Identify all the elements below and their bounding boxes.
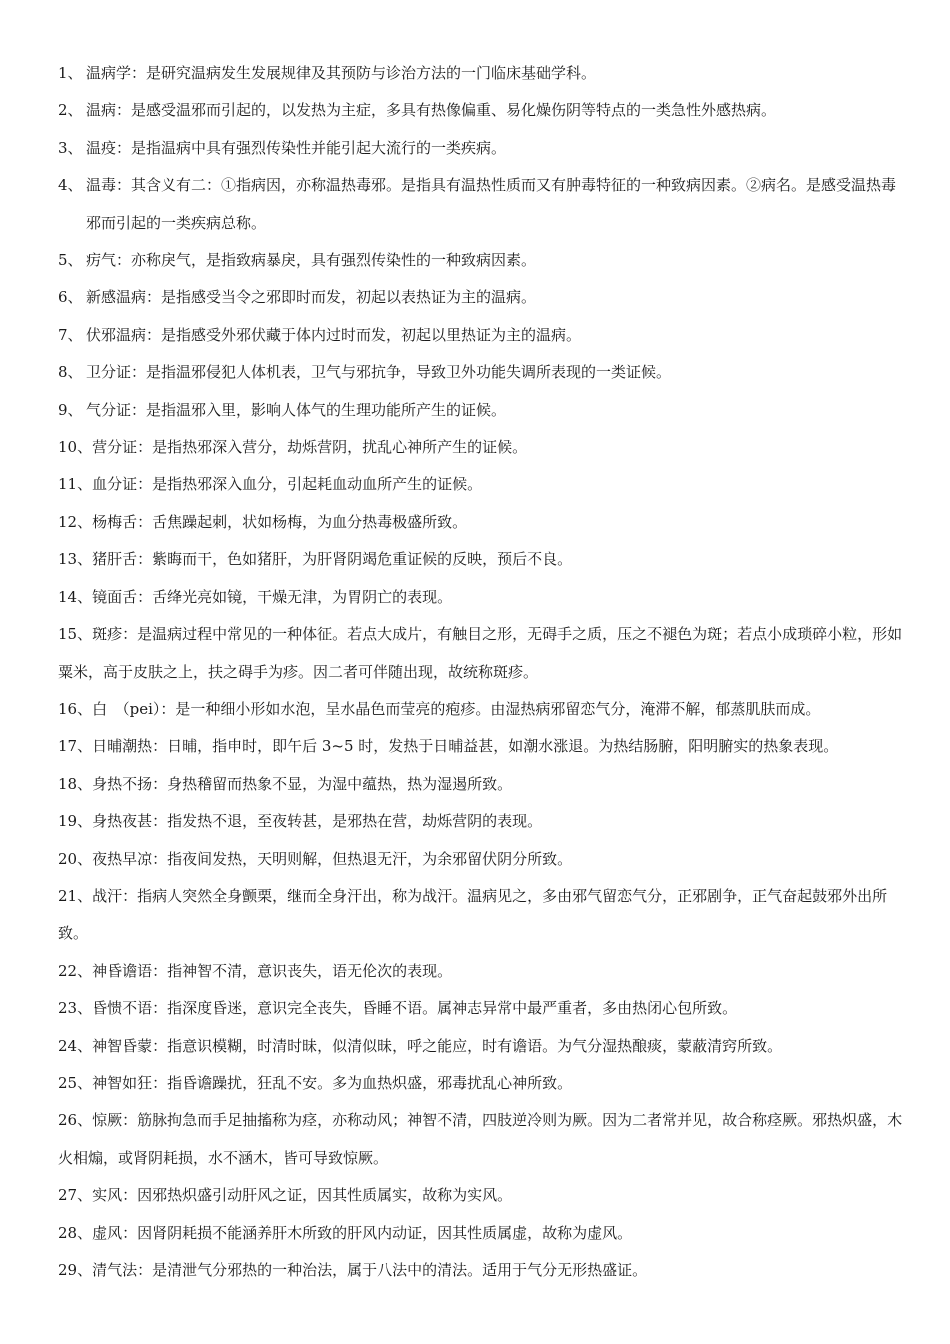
- entry-8: [58, 354, 908, 391]
- entry-text: 血分证：是指热邪深入血分，引起耗血动血所产生的证候。: [92, 475, 483, 494]
- entry-25: [58, 1065, 908, 1102]
- entry-number: 27、: [58, 1186, 93, 1205]
- entry-number: 23、: [58, 999, 93, 1018]
- entry-text: 卫分证：是指温邪侵犯人体机表，卫气与邪抗争，导致卫外功能失调所表现的一类证候。: [86, 363, 672, 382]
- entry-28: [58, 1215, 908, 1252]
- entry-text: 疠气：亦称戾气，是指致病暴戾，具有强烈传染性的一种致病因素。: [86, 251, 537, 270]
- entry-text: 气分证：是指温邪入里，影响人体气的生理功能所产生的证候。: [86, 400, 507, 419]
- entry-text: 营分证：是指热邪深入营分，劫烁营阴，扰乱心神所产生的证候。: [92, 438, 528, 457]
- entry-text: 镜面舌：舌绛光亮如镜，干燥无津，为胃阴亡的表现。: [92, 587, 453, 606]
- entry-20: [58, 841, 908, 878]
- entry-text: 温病：是感受温邪而引起的，以发热为主症，多具有热像偏重、易化燥伤阴等特点的一类急性外感热病。: [86, 101, 777, 120]
- entry-number: 13、: [58, 550, 93, 569]
- entry-text: 伏邪温病：是指感受外邪伏藏于体内过时而发，初起以里热证为主的温病。: [86, 325, 582, 344]
- entry-27: [58, 1177, 908, 1214]
- entry-number: 29、: [58, 1261, 93, 1279]
- entry-text: 杨梅舌：舌焦躁起刺，状如杨梅，为血分热毒极盛所致。: [92, 512, 468, 531]
- entry-18: [58, 766, 908, 803]
- entry-text: 新感温病：是指感受当令之邪即时而发，初起以表热证为主的温病。: [86, 288, 537, 307]
- entry-number: 16、: [58, 699, 93, 718]
- entry-number: 21、: [58, 886, 93, 905]
- entry-16: [58, 691, 908, 728]
- entry-number: 26、: [58, 1111, 93, 1130]
- entry-1: [58, 55, 908, 92]
- entry-number: 1、: [58, 64, 83, 82]
- entry-text: 身热夜甚：指发热不退，至夜转甚，是邪热在营，劫烁营阴的表现。: [92, 812, 543, 831]
- entry-12: [58, 504, 908, 541]
- entry-3: [58, 130, 908, 167]
- entry-text: 战汗：指病人突然全身颤栗，继而全身汗出，称为战汗。温病见之，多由邪气留恋气分，正邪剧争，正气奋起鼓邪外出所致。: [58, 886, 888, 943]
- entry-21: [58, 878, 908, 953]
- entry-number: 14、: [58, 587, 93, 606]
- entry-text: 神智昏蒙：指意识模糊，时清时昧，似清似昧，呼之能应，时有谵语。为气分湿热酿痰，蒙蔽清窍所致。: [92, 1036, 783, 1055]
- entry-2: [58, 92, 908, 129]
- entry-number: 7、: [58, 325, 83, 344]
- entry-text: 神昏谵语：指神智不清，意识丧失，语无伦次的表现。: [92, 961, 453, 980]
- entry-number: 3、: [58, 138, 83, 157]
- entry-19: [58, 803, 908, 840]
- entry-11: [58, 466, 908, 503]
- entry-number: 18、: [58, 774, 93, 793]
- entry-text: 猪肝舌：紫晦而干，色如猪肝，为肝肾阴竭危重证候的反映，预后不良。: [92, 550, 573, 569]
- entry-29: [58, 1252, 908, 1289]
- entry-number: 8、: [58, 363, 83, 382]
- entry-text: 日晡潮热：日晡，指申时，即午后 3~5 时，发热于日晡益甚，如潮水涨退。为热结肠腑，阳明腑实的热象表现。: [92, 737, 839, 756]
- entry-number: 6、: [58, 288, 83, 307]
- entry-text: 清气法：是清泄气分邪热的一种治法，属于八法中的清法。适用于气分无形热盛证。: [92, 1261, 648, 1279]
- entry-17: [58, 728, 908, 765]
- entry-text: 白 （pei）：是一种细小形如水泡，呈水晶色而莹亮的疱疹。由湿热病邪留恋气分，淹滞不解，郁蒸肌肤而成。: [92, 699, 821, 718]
- entry-number: 11、: [58, 475, 93, 494]
- entry-22: [58, 953, 908, 990]
- entry-23: [58, 990, 908, 1027]
- entry-text: 虚风：因肾阴耗损不能涵养肝木所致的肝风内动证，因其性质属虚，故称为虚风。: [92, 1223, 633, 1242]
- entry-14: [58, 579, 908, 616]
- entry-26: [58, 1102, 908, 1177]
- entry-text: 身热不扬：身热稽留而热象不显，为湿中蕴热，热为湿遏所致。: [92, 774, 513, 793]
- entry-text: 神智如狂：指昏谵躁扰，狂乱不安。多为血热炽盛，邪毒扰乱心神所致。: [92, 1073, 573, 1092]
- entry-text: 实风：因邪热炽盛引动肝风之证，因其性质属实，故称为实风。: [92, 1186, 513, 1205]
- entry-number: 5、: [58, 251, 83, 270]
- entry-number: 15、: [58, 625, 93, 644]
- entry-text: 温病学：是研究温病发生发展规律及其预防与诊治方法的一门临床基础学科。: [86, 64, 597, 82]
- entry-text: 夜热早凉：指夜间发热，天明则解，但热退无汗，为余邪留伏阴分所致。: [92, 849, 573, 868]
- document-body: [58, 55, 908, 1289]
- entry-text: 昏愦不语：指深度昏迷，意识完全丧失，昏睡不语。属神志异常中最严重者，多由热闭心包所致。: [92, 999, 738, 1018]
- entry-24: [58, 1028, 908, 1065]
- entry-number: 9、: [58, 400, 83, 419]
- entry-number: 20、: [58, 849, 93, 868]
- entry-number: 12、: [58, 512, 93, 531]
- entry-number: 2、: [58, 101, 83, 120]
- entry-6: [58, 279, 908, 316]
- entry-text: 温毒：其含义有二：①指病因，亦称温热毒邪。是指具有温热性质而又有肿毒特征的一种致病因素。②病名。是感受温热毒邪而引起的一类疾病总称。: [86, 176, 897, 232]
- entry-number: 25、: [58, 1073, 93, 1092]
- entry-number: 28、: [58, 1223, 93, 1242]
- entry-10: [58, 429, 908, 466]
- entry-number: 24、: [58, 1036, 93, 1055]
- entry-text: 惊厥：筋脉拘急而手足抽搐称为痉，亦称动风；神智不清，四肢逆冷则为厥。因为二者常并见，故合称痉厥。邪热炽盛，木火相煽，或肾阴耗损，水不涵木，皆可导致惊厥。: [58, 1111, 903, 1167]
- entry-number: 10、: [58, 438, 93, 457]
- entry-number: 22、: [58, 961, 93, 980]
- entry-number: 19、: [58, 812, 93, 831]
- entry-7: [58, 317, 908, 354]
- entry-number: 17、: [58, 737, 93, 756]
- entry-15: [58, 616, 908, 691]
- entry-text: 温疫：是指温病中具有强烈传染性并能引起大流行的一类疾病。: [86, 138, 507, 157]
- entry-number: 4、: [58, 176, 83, 195]
- entry-4: [58, 167, 908, 242]
- entry-5: [58, 242, 908, 279]
- entry-13: [58, 541, 908, 578]
- entry-text: 斑疹：是温病过程中常见的一种体征。若点大成片，有触目之形，无碍手之质，压之不褪色为斑；若点小成琐碎小粒，形如粟米，高于皮肤之上，扶之碍手为疹。因二者可伴随出现，故统称斑疹。: [58, 625, 903, 681]
- entry-9: [58, 392, 908, 429]
